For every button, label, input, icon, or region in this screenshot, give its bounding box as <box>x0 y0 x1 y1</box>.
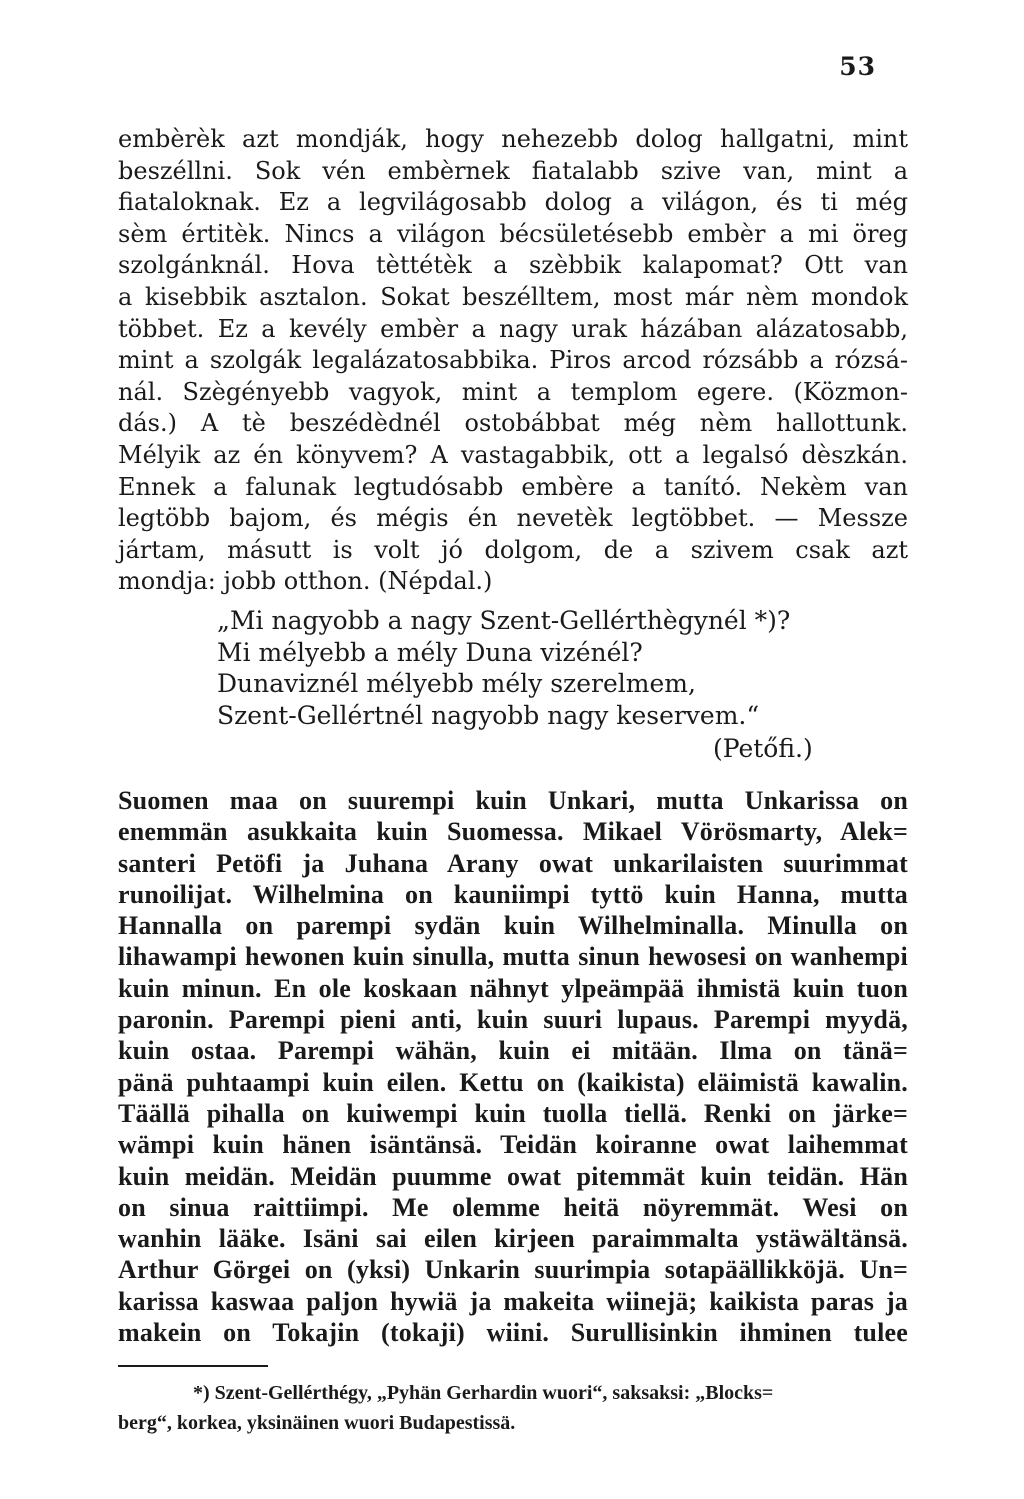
text-line: beszéllni. Sok vén embèrnek fiatalabb szive van, mint a <box>118 156 908 185</box>
text-line: pänä puhtaampi kuin eilen. Kettu on (kaikista) eläimistä kawalin. <box>118 1067 908 1097</box>
footnote-line: berg“, korkea, yksinäinen wuori Budapestissä. <box>118 1412 516 1434</box>
text-line: on sinua raittiimpi. Me olemme heitä nöyremmät. Wesi on <box>118 1192 908 1222</box>
text-line: a kisebbik asztalon. Sokat beszélltem, most már nèm mondok <box>118 282 908 311</box>
text-line: többet. Ez a kevély embèr a nagy urak házában alázatosabb, <box>118 314 908 343</box>
text-line: karissa kaswaa paljon hywiä ja makeita wiinejä; kaikista paras ja <box>118 1286 908 1316</box>
text-line: Täällä pihalla on kuiwempi kuin tuolla tiellä. Renki on järke= <box>118 1098 908 1128</box>
text-line: fiataloknak. Ez a legvilágosabb dolog a világon, és ti még <box>118 188 908 217</box>
poem-line: Szent-Gellértnél nagyobb nagy keservem.“ <box>217 700 760 730</box>
footnote-divider <box>118 1365 268 1367</box>
poem-line: Dunaviznél mélyebb mély szerelmem, <box>217 669 696 698</box>
text-line: runoilijat. Wilhelmina on kauniimpi tyttö kuin Hanna, mutta <box>118 879 908 909</box>
text-line: wanhin lääke. Isäni sai eilen kirjeen paraimmalta ystäwältänsä. <box>118 1224 908 1254</box>
text-line: santeri Petöfi ja Juhana Arany owat unkarilaisten suurimmat <box>118 848 908 878</box>
poem-line: Mi mélyebb a mély Duna vizénél? <box>217 637 643 667</box>
text-line: jártam, másutt is volt jó dolgom, de a szivem csak azt <box>118 535 908 564</box>
text-line: mondja: jobb otthon. (Népdal.) <box>118 567 493 596</box>
finnish-paragraph <box>118 785 908 1348</box>
text-line: Mélyik az én könyvem? A vastagabbik, ott a legalsó dèszkán. <box>118 440 908 469</box>
text-line: mint a szolgák legalázatosabbika. Piros arcod rózsább a rózsá- <box>118 346 908 375</box>
hungarian-paragraph <box>118 124 908 598</box>
text-line: Ennek a falunak legtudósabb embère a tanító. Nekèm van <box>118 472 908 501</box>
text-line: kuin meidän. Meidän puumme owat pitemmät kuin teidän. Hän <box>118 1161 908 1191</box>
footnote-line: *) Szent-Gellérthégy, „Pyhän Gerhardin wuori“, saksaksi: „Blocks= <box>193 1382 774 1404</box>
text-line: kuin ostaa. Parempi wähän, kuin ei mitään. Ilma on tänä= <box>118 1036 908 1066</box>
poem <box>217 605 813 765</box>
text-line: lihawampi hewonen kuin sinulla, mutta sinun hewosesi on wanhempi <box>118 942 908 972</box>
page-number: 53 <box>839 52 876 81</box>
text-line: Hannalla on parempi sydän kuin Wilhelminalla. Minulla on <box>118 911 908 941</box>
text-line: wämpi kuin hänen isäntänsä. Teidän koiranne owat laihemmat <box>118 1130 908 1160</box>
text-line: paronin. Parempi pieni anti, kuin suuri lupaus. Parempi myydä, <box>118 1005 908 1035</box>
text-line: Arthur Görgei on (yksi) Unkarin suurimpia sotapäällikköjä. Un= <box>118 1255 908 1285</box>
text-line: dás.) A tè beszédèdnél ostobábbat még nèm hallottunk. <box>118 409 908 438</box>
text-line: embèrèk azt mondják, hogy nehezebb dolog hallgatni, mint <box>118 125 908 153</box>
text-line: legtöbb bajom, és mégis én nevetèk legtöbbet. — Messze <box>118 504 908 533</box>
text-line: sèm értitèk. Nincs a világon bécsületésebb embèr a mi öreg <box>118 219 908 248</box>
poem-line: „Mi nagyobb a nagy Szent-Gellérthègynél *)? <box>217 606 791 635</box>
text-line: kuin minun. En ole koskaan nähnyt ylpeämpää ihmistä kuin tuon <box>118 973 908 1003</box>
poem-attribution: (Petőfi.) <box>713 734 813 763</box>
text-line: nál. Szègényebb vagyok, mint a templom egere. (Közmon- <box>118 377 908 406</box>
text-line: szolgánknál. Hova tèttétèk a szèbbik kalapomat? Ott van <box>118 251 908 280</box>
text-line: makein on Tokajin (tokaji) wiini. Surullisinkin ihminen tulee <box>118 1318 908 1348</box>
text-line: enemmän asukkaita kuin Suomessa. Mikael Vörösmarty, Alek= <box>118 817 908 847</box>
text-line: Suomen maa on suurempi kuin Unkari, mutta Unkarissa on <box>118 786 908 815</box>
footnote <box>118 1378 908 1438</box>
